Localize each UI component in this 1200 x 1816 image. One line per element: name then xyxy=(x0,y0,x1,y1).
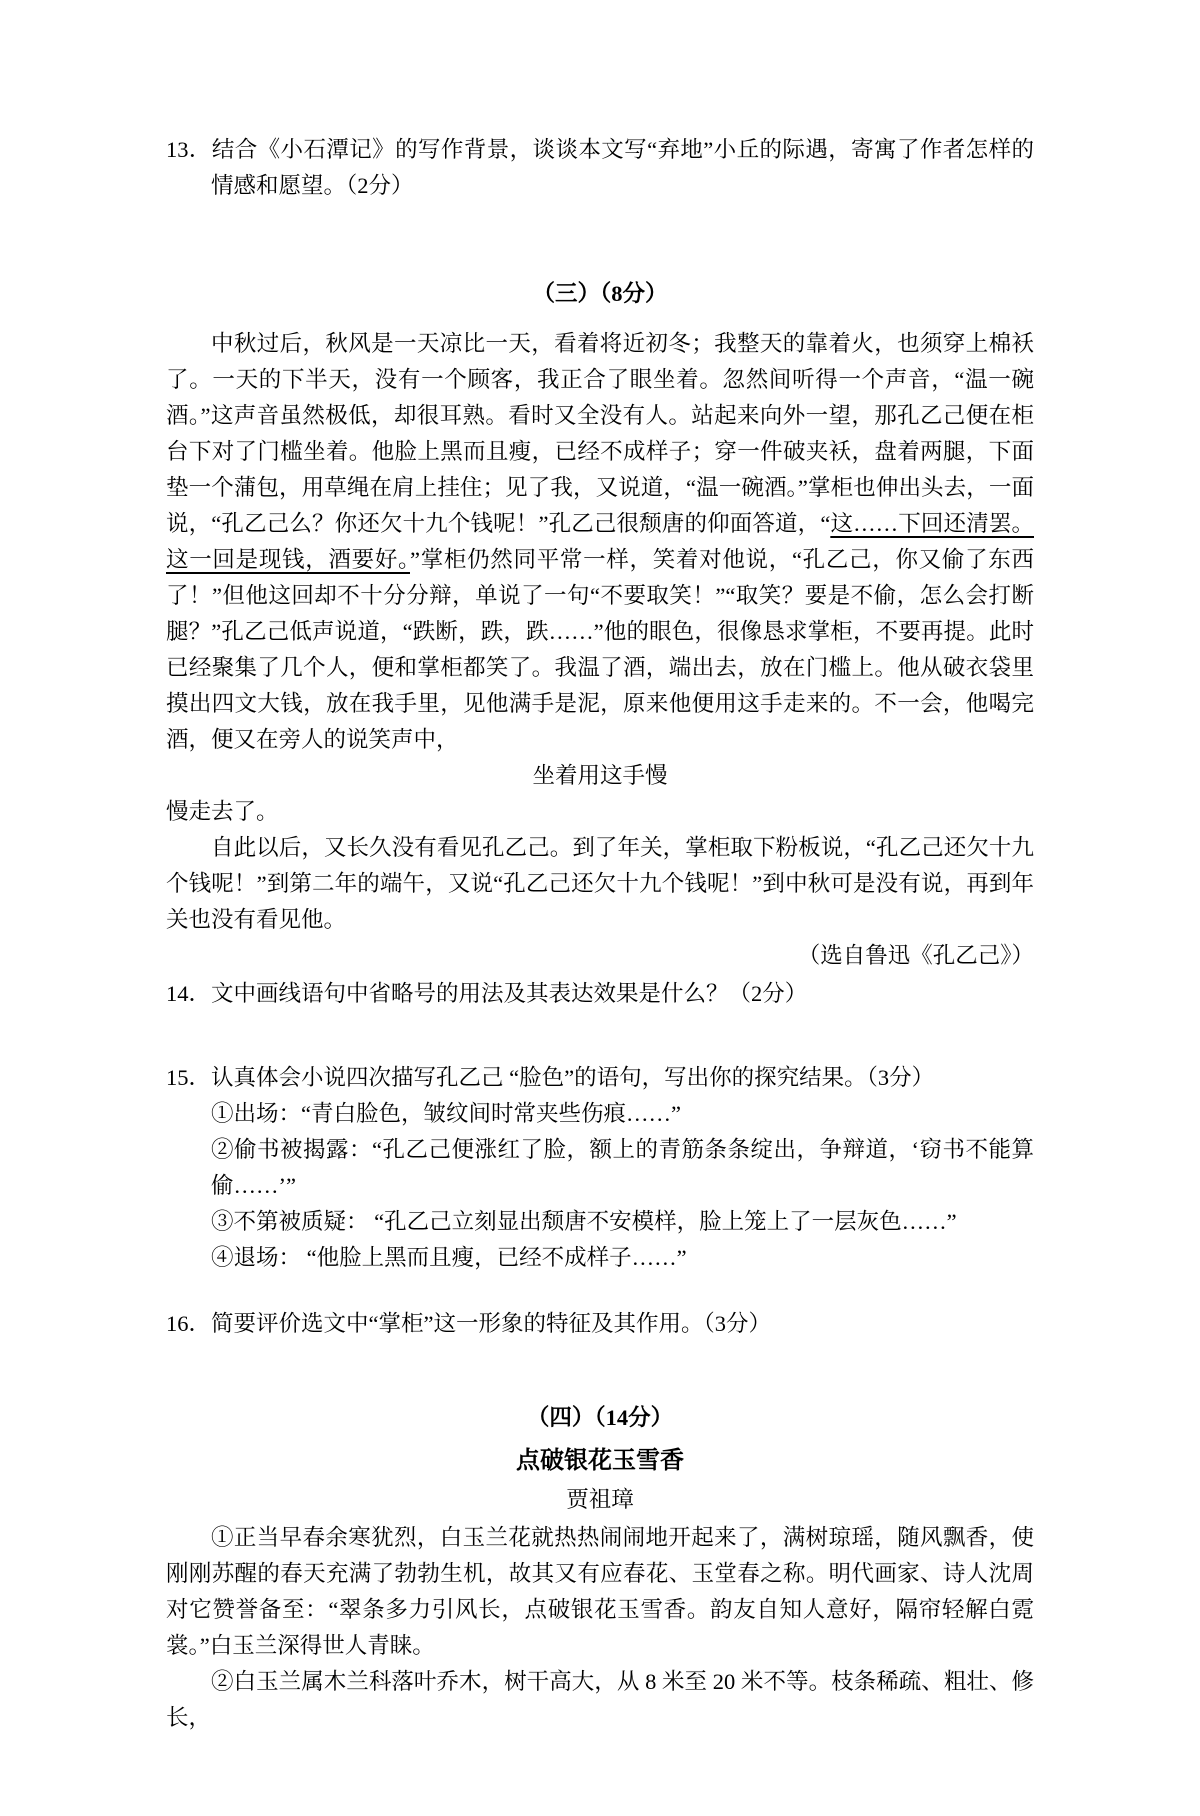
passage-kongyiji-para-1 xyxy=(166,326,1034,758)
q15-item-4: ④退场： “他脸上黑而且瘦，已经不成样子……” xyxy=(211,1245,687,1270)
passage-kongyiji-para-2: 自此以后，又长久没有看见孔乙己。到了年关，掌柜取下粉板说，“孔乙己还欠十九个钱呢！”到第二年的端午，又说“孔乙己还欠十九个钱呢！”到中秋可是没有说，再到年关也没有看见他。 xyxy=(166,835,1034,932)
question-13: 13．结合《小石潭记》的写作背景，谈谈本文写“弃地”小丘的际遇，寄寓了作者怎样的情感和愿望。（2分） xyxy=(166,137,1034,198)
question-15 xyxy=(166,1060,1034,1276)
article-author: 贾祖璋 xyxy=(566,1487,634,1512)
passage-centered-fragment: 坐着用这手慢 xyxy=(532,763,668,788)
article-para-1: ①正当早春余寒犹烈，白玉兰花就热热闹闹地开起来了，满树琼瑶，随风飘香，使刚刚苏醒的春天充满了勃勃生机，故其又有应春花、玉堂春之称。明代画家、诗人沈周对它赞誉备至：“翠条多力引风长，点破银花玉雪香。韵友自知人意好，隔帘轻解白霓裳。”白玉兰深得世人青睐。 xyxy=(166,1525,1034,1658)
passage-text-after-underline: ”掌柜仍然同平常一样，笑着对他说，“孔乙己，你又偷了东西了！”但他这回却不十分分辩，单说了一句“不要取笑！”“取笑？要是不偷，怎么会打断腿？”孔乙己低声说道，“跌断，跌，跌……”他的眼色，很像恳求掌柜，不要再提。此时已经聚集了几个人，便和掌柜都笑了。我温了酒，端出去，放在门槛上。他从破衣袋里摸出四文大钱，放在我手里，见他满手是泥，原来他便用这手走来的。不一会，他喝完酒，便又在旁人的说笑声中， xyxy=(166,547,1034,752)
section-4-header: （四）（14分） xyxy=(526,1405,674,1430)
question-14: 14．文中画线语句中省略号的用法及其表达效果是什么？（2分） xyxy=(166,981,808,1006)
passage-underlined-sentence: 这……下回还清罢。这一回是现钱，酒要好。 xyxy=(166,511,1034,572)
q15-item-1: ①出场：“青白脸色，皱纹间时常夹些伤痕……” xyxy=(211,1101,681,1126)
section-3-header: （三）（8分） xyxy=(532,281,668,306)
passage-tail-fragment: 慢走去了。 xyxy=(166,799,279,824)
q15-item-3: ③不第被质疑： “孔乙己立刻显出颓唐不安模样，脸上笼上了一层灰色……” xyxy=(211,1209,957,1234)
q15-item-2: ②偷书被揭露：“孔乙己便涨红了脸，额上的青筋条条绽出，争辩道，‘窃书不能算偷……’” xyxy=(211,1137,1034,1198)
passage-source: （选自鲁迅《孔乙己》） xyxy=(797,943,1034,968)
question-15-stem: 15．认真体会小说四次描写孔乙己 “脸色”的语句，写出你的探究结果。（3分） xyxy=(166,1065,935,1090)
article-para-2: ②白玉兰属木兰科落叶乔木，树干高大，从 8 米至 20 米不等。枝条稀疏、粗壮、修长， xyxy=(166,1669,1034,1730)
question-16: 16．简要评价选文中“掌柜”这一形象的特征及其作用。（3分） xyxy=(166,1311,771,1336)
article-title: 点破银花玉雪香 xyxy=(516,1447,684,1474)
passage-text-before-underline: 中秋过后，秋风是一天凉比一天，看着将近初冬；我整天的靠着火，也须穿上棉袄了。一天的下半天，没有一个顾客，我正合了眼坐着。忽然间听得一个声音，“温一碗酒。”这声音虽然极低，却很耳熟。看时又全没有人。站起来向外一望，那孔乙己便在柜台下对了门槛坐着。他脸上黑而且瘦，已经不成样子；穿一件破夹袄，盘着两腿，下面垫一个蒲包，用草绳在肩上挂住；见了我，又说道，“温一碗酒。”掌柜也伸出头去，一面说，“孔乙己么？你还欠十九个钱呢！”孔乙己很颓唐的仰面答道，“ xyxy=(166,331,1034,536)
